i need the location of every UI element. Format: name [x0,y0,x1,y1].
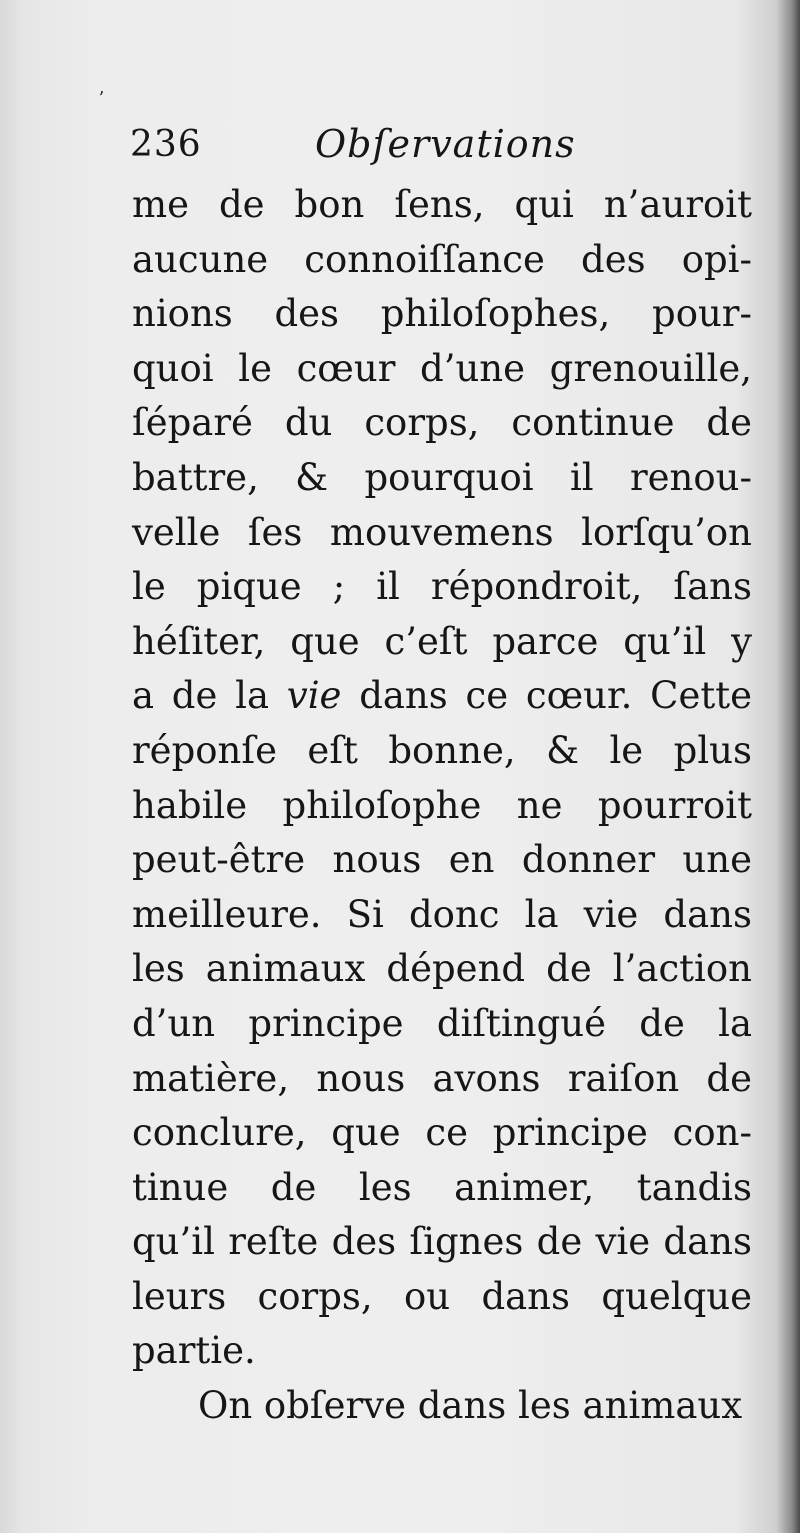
text-line: le pique ; il répondroit, ſans [132,565,752,609]
text-line: me de bon ſens, qui n’auroit [132,183,752,226]
text-line: héſiter, que c’eſt parce qu’il y [132,619,752,663]
page-number: 236 [130,124,202,165]
text-line: battre, & pourquoi il renou- [132,455,752,499]
text-line: velle ſes mouvemens lorſqu’on [132,510,752,554]
paragraph-start-line: On obſerve dans les animaux [198,1384,743,1428]
running-title: Obſervations [315,122,576,166]
body-text [132,178,752,1434]
text-line: aucune connoiſſance des opi- [132,237,752,281]
text-line: nions des philoſophes, pour- [132,292,752,336]
text-line: qu’il reſte des ſignes de vie dans [132,1220,752,1264]
text-line: meilleure. Si donc la vie dans [132,892,752,936]
page-header [130,118,750,174]
text-line: conclure, que ce principe con- [132,1111,752,1155]
text-line: réponſe eſt bonne, & le plus [132,728,752,772]
text-line: d’un principe diſtingué de la [132,1001,752,1045]
text-line: habile philoſophe ne pourroit [132,783,752,827]
text-line: quoi le cœur d’une grenouille, [132,346,752,390]
text-segment: dans ce cœur. Cette [341,674,752,718]
text-line: ſéparé du corps, continue de [132,401,752,445]
text-line: matière, nous avons raiſon de [132,1056,752,1100]
italic-word: vie [286,674,342,718]
text-line: les animaux dépend de l’action [132,947,752,991]
text-segment: a de la [132,674,287,718]
ink-speck: ʼ [98,88,104,109]
text-line: partie. [132,1329,256,1373]
text-line [132,669,752,724]
text-line: leurs corps, ou dans quelque [132,1274,752,1318]
text-line: tinue de les animer, tandis [132,1165,752,1209]
text-line: peut-être nous en donner une [132,838,752,882]
